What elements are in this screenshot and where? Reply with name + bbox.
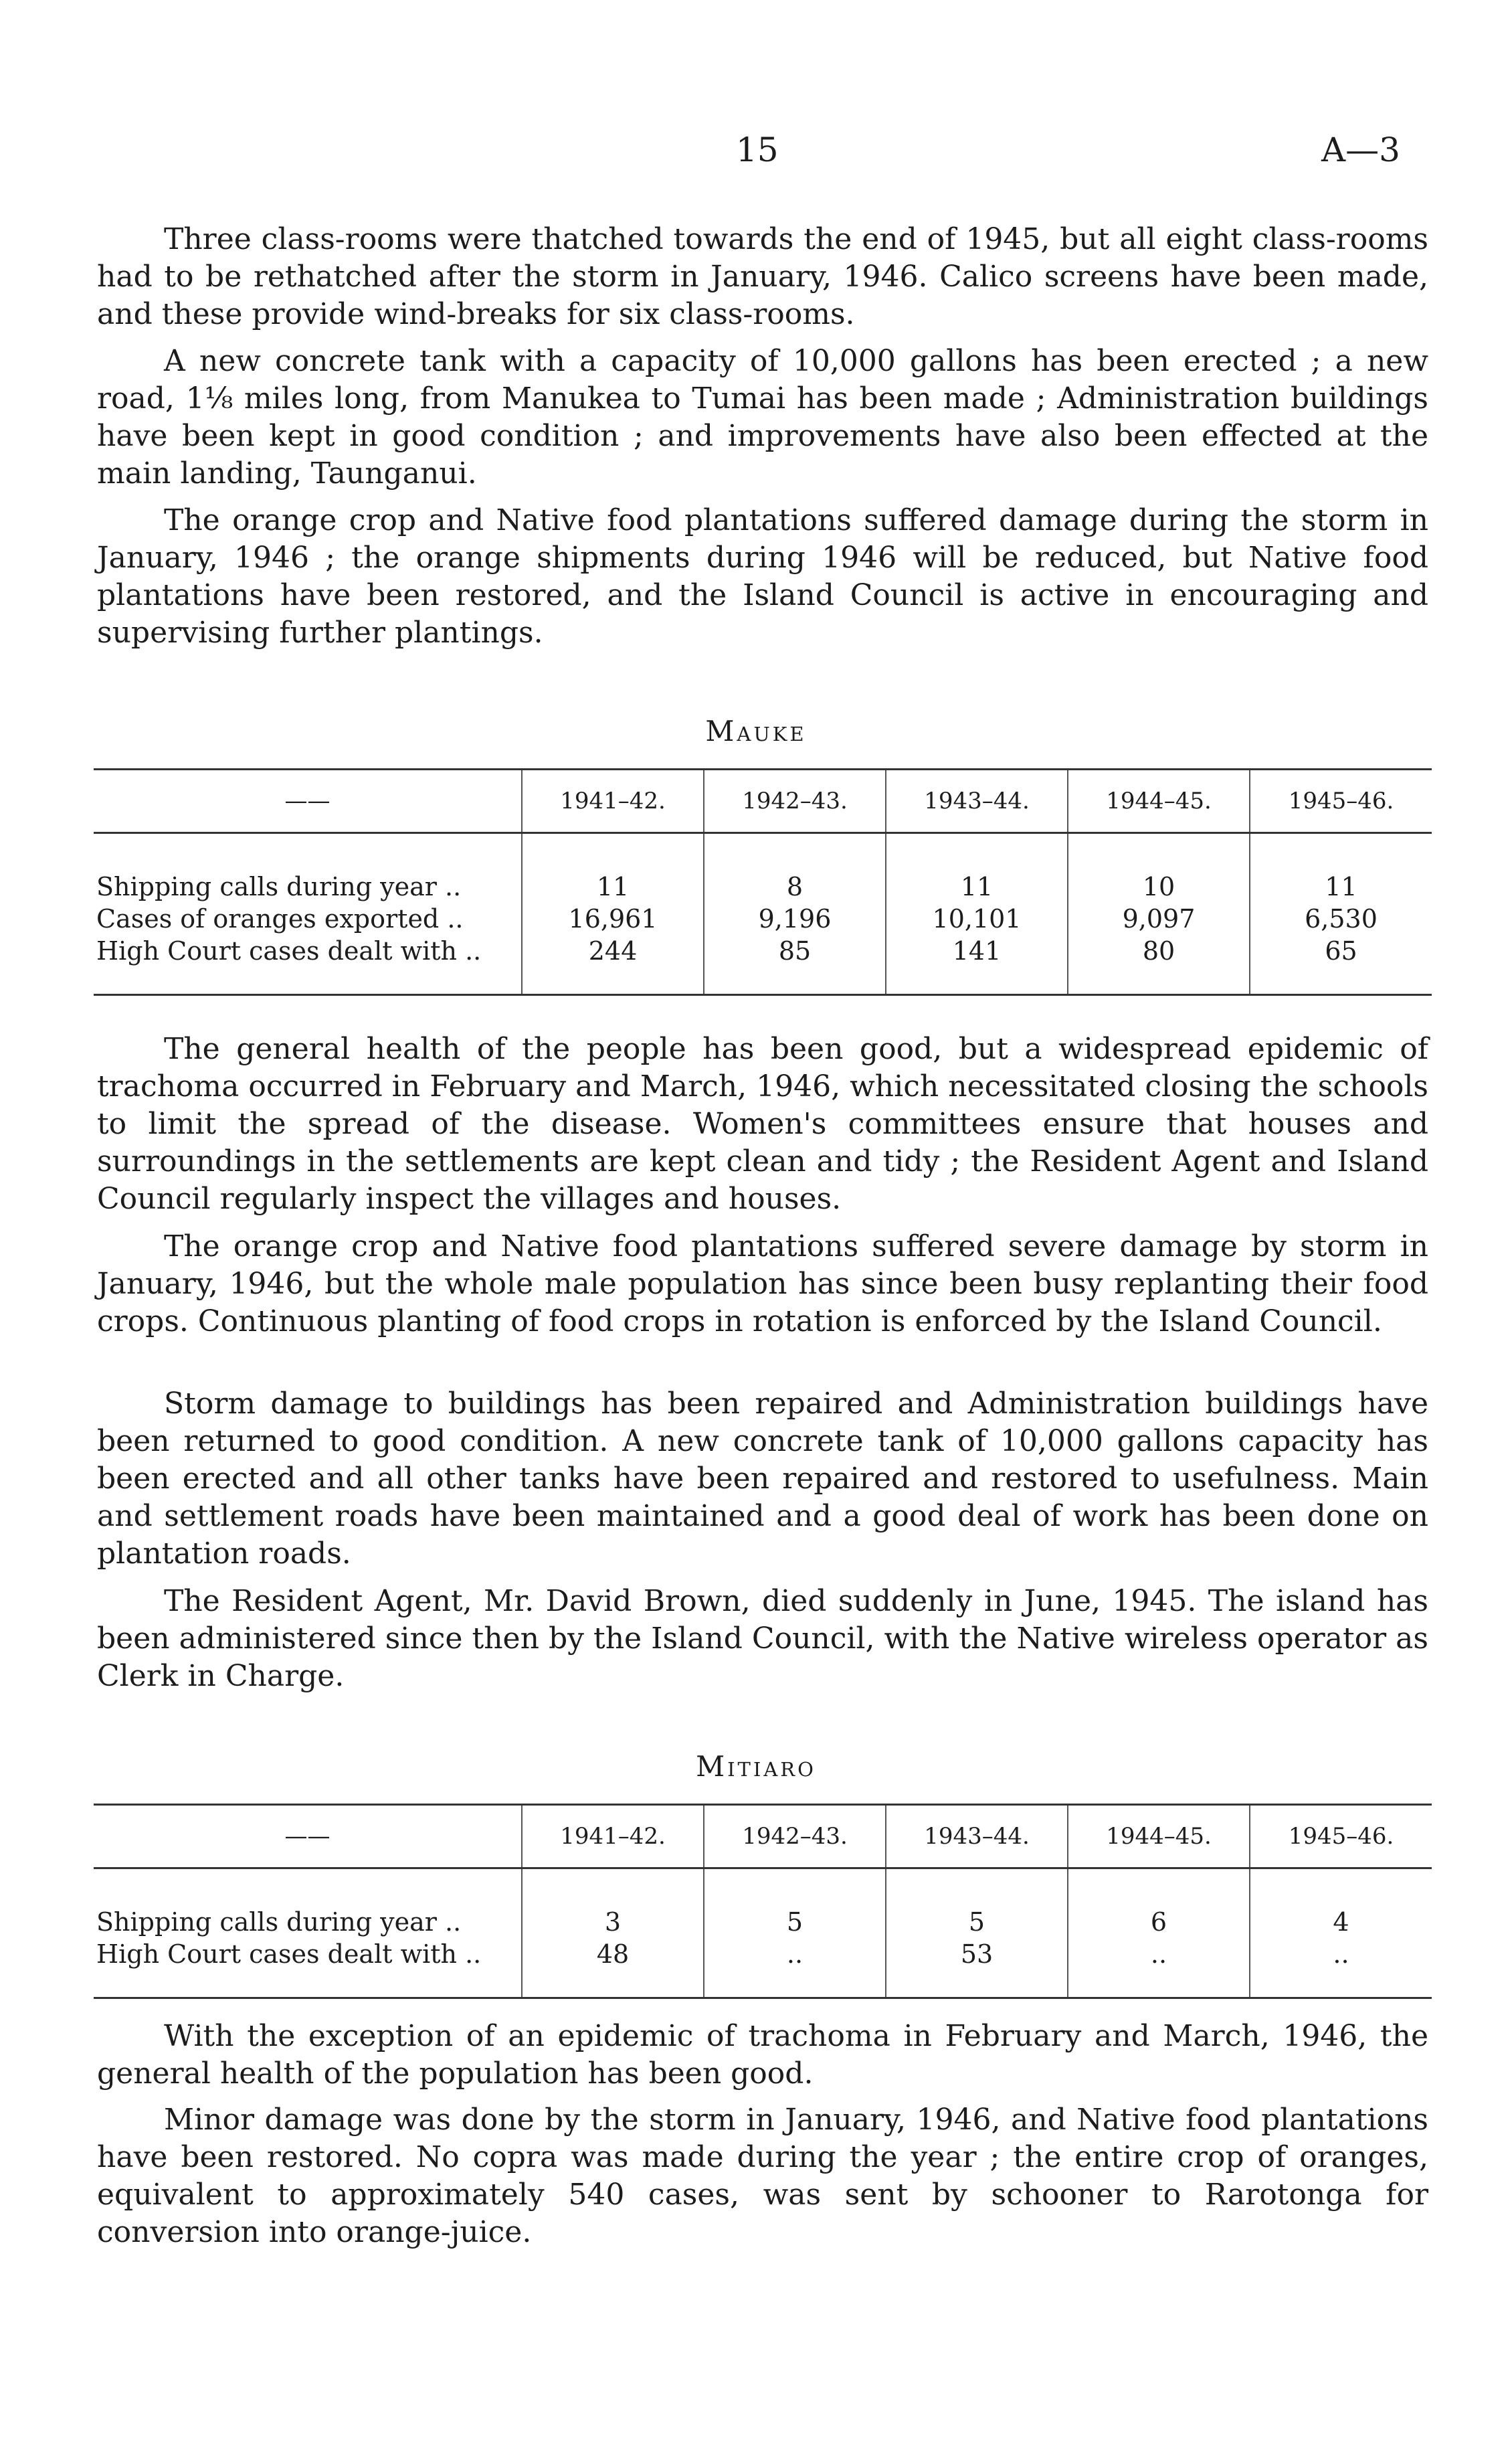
paragraph-mauke-resident-agent: The Resident Agent, Mr. David Brown, died suddenly in June, 1945. The island has been administered since then by the Island Council, with the Native wireless operator as Clerk in Charge.: [97, 1584, 1428, 1693]
table-cell: 10,101: [886, 903, 1068, 935]
table-cell: 65: [1250, 935, 1432, 995]
paragraph-mauke-crops: The orange crop and Native food plantations suffered severe damage by storm in January, 1946, but the whole male population has since been busy replanting their food crops. Continuous planting of food crops in rotation is enforced by the Island Council.: [97, 1229, 1428, 1338]
table-header-row: [94, 1805, 1432, 1868]
table-cell: 53: [886, 1938, 1068, 1998]
row-label: Cases of oranges exported ..: [96, 904, 464, 934]
paragraph-orange-crop: The orange crop and Native food plantations suffered damage during the storm in January, 1946 ; the orange shipments during 1946 will be reduced, but Native food plantations have been restored, and the Island Council is active in encouraging and supervising further plantings.: [97, 503, 1428, 650]
table-cell: 6: [1068, 1906, 1250, 1938]
row-label: High Court cases dealt with ..: [96, 1939, 482, 1969]
paragraph-mitiaro-damage: Minor damage was done by the storm in January, 1946, and Native food plantations have been restored. No copra was made during the year ; the entire crop of oranges, equivalent to approximately 540 cases, was sent by schooner to Rarotonga for conversion into orange-juice.: [97, 2103, 1428, 2249]
column-header-year: 1943–44.: [886, 770, 1068, 833]
row-label: High Court cases dealt with ..: [96, 936, 482, 966]
paragraph-concrete-tank: A new concrete tank with a capacity of 10,000 gallons has been erected ; a new road, 1⅛ miles long, from Manukea to Tumai has been made ; Administration buildings have been kept in good condition ; and improvements have also been effected at the main landing, Taunganui.: [97, 344, 1428, 491]
page-header: [0, 130, 1512, 177]
table-row: [94, 903, 1432, 935]
column-header-year: 1941–42.: [522, 1805, 704, 1868]
column-header-year: 1945–46.: [1250, 1805, 1432, 1868]
table-cell: 244: [522, 935, 704, 995]
row-label: Shipping calls during year ..: [96, 872, 462, 901]
table-cell: ..: [704, 1938, 886, 1998]
paragraph-classrooms: Three class-rooms were thatched towards the end of 1945, but all eight class-rooms had to be rethatched after the storm in January, 1946. Calico screens have been made, and these provide wind-breaks for six class-rooms.: [97, 222, 1428, 331]
row-label: Shipping calls during year ..: [96, 1907, 462, 1937]
table-cell: 9,196: [704, 903, 886, 935]
table-cell: 6,530: [1250, 903, 1432, 935]
table-cell: ..: [1068, 1938, 1250, 1998]
table-header-row: [94, 770, 1432, 833]
column-header-year: 1942–43.: [704, 770, 886, 833]
table-cell: 80: [1068, 935, 1250, 995]
table-cell: 5: [704, 1906, 886, 1938]
page-number: 15: [736, 130, 779, 169]
table-row: [94, 935, 1432, 995]
column-header-year: 1945–46.: [1250, 770, 1432, 833]
table-cell: 8: [704, 871, 886, 903]
table-row: [94, 1938, 1432, 1998]
column-header-year: 1944–45.: [1068, 770, 1250, 833]
table-row: [94, 871, 1432, 903]
table-cell: ..: [1250, 1938, 1432, 1998]
mitiaro-statistics-table: [94, 1804, 1432, 1999]
document-reference: A—3: [1321, 130, 1400, 169]
section-title-mauke: Mauke: [705, 715, 807, 748]
column-header-placeholder: ——: [94, 1805, 522, 1868]
section-title-mitiaro: Mitiaro: [696, 1750, 816, 1783]
paragraph-mauke-buildings: Storm damage to buildings has been repaired and Administration buildings have been returned to good condition. A new concrete tank of 10,000 gallons capacity has been erected and all other tanks have been repaired and restored to usefulness. Main and settlement roads have been maintained and a good deal of work has been done on plantation roads.: [97, 1387, 1428, 1571]
table-cell: 48: [522, 1938, 704, 1998]
table-cell: 85: [704, 935, 886, 995]
column-header-year: 1944–45.: [1068, 1805, 1250, 1868]
table-cell: 11: [1250, 871, 1432, 903]
table-cell: 9,097: [1068, 903, 1250, 935]
table-cell: 5: [886, 1906, 1068, 1938]
paragraph-mitiaro-health: With the exception of an epidemic of trachoma in February and March, 1946, the general health of the population has been good.: [97, 2019, 1428, 2091]
mauke-statistics-table: [94, 768, 1432, 996]
table-cell: 11: [522, 871, 704, 903]
paragraph-mauke-health: The general health of the people has been good, but a widespread epidemic of trachoma occurred in February and March, 1946, which necessitated closing the schools to limit the spread of the disease. Women's committees ensure that houses and surroundings in the settlements are kept clean and tidy ; the Resident Agent and Island Council regularly inspect the villages and houses.: [97, 1032, 1428, 1216]
table-cell: 4: [1250, 1906, 1432, 1938]
table-cell: 141: [886, 935, 1068, 995]
column-header-year: 1942–43.: [704, 1805, 886, 1868]
table-cell: 3: [522, 1906, 704, 1938]
column-header-year: 1941–42.: [522, 770, 704, 833]
table-cell: 16,961: [522, 903, 704, 935]
table-cell: 10: [1068, 871, 1250, 903]
column-header-placeholder: ——: [94, 770, 522, 833]
table-cell: 11: [886, 871, 1068, 903]
table-row: [94, 1906, 1432, 1938]
column-header-year: 1943–44.: [886, 1805, 1068, 1868]
